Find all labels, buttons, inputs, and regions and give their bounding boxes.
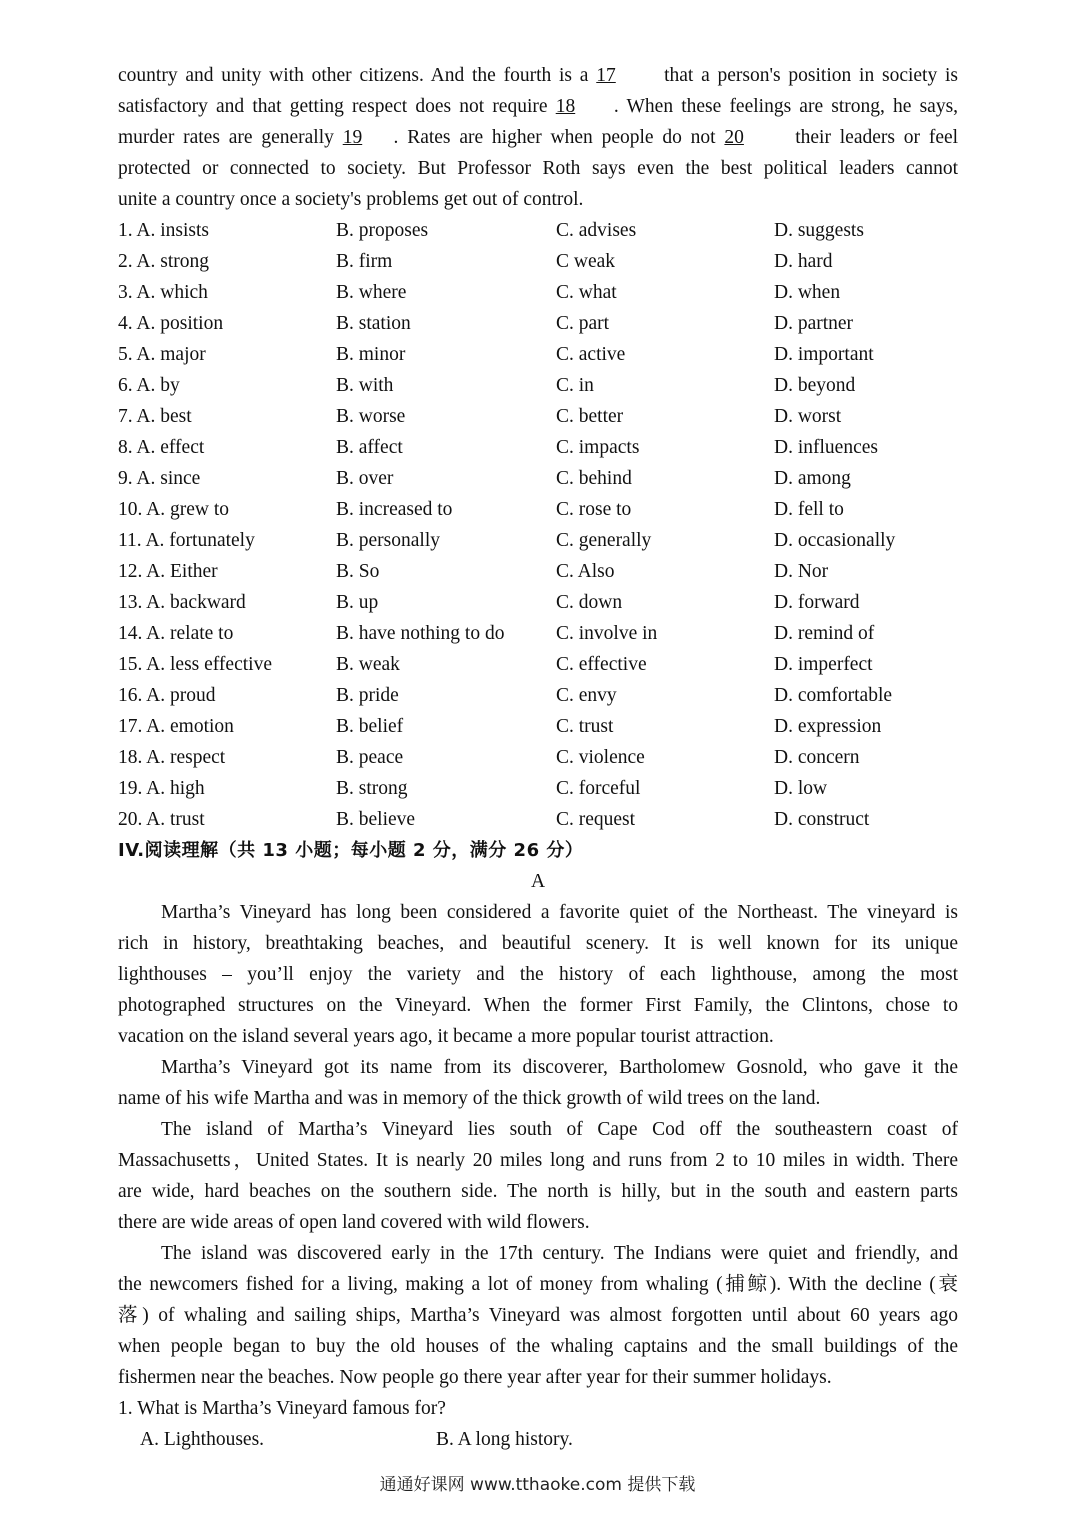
cloze-option-row [118, 742, 958, 773]
cloze-option-b: B. worse [336, 406, 406, 427]
cloze-option-d: D. hard [774, 251, 833, 272]
cloze-option-d: D. imperfect [774, 654, 873, 675]
cloze-option-c: C. advises [556, 220, 637, 241]
cloze-option-d: D. influences [774, 437, 878, 458]
cloze-option-a: 17. A. emotion [118, 716, 234, 737]
cloze-option-b: B. station [336, 313, 411, 334]
reading-passage [118, 897, 958, 1393]
cloze-option-c: C. violence [556, 747, 645, 768]
cloze-option-b: B. where [336, 282, 407, 303]
reading-line: Martha’s Vineyard got its name from its discoverer, Bartholomew Gosnold, who gave it the [161, 1057, 958, 1078]
cloze-option-row [118, 587, 958, 618]
cloze-option-d: D. forward [774, 592, 860, 613]
cloze-option-row [118, 711, 958, 742]
cloze-option-row [118, 246, 958, 277]
cloze-option-row [118, 401, 958, 432]
reading-line: The island of Martha’s Vineyard lies south of Cape Cod off the southeastern coast of [161, 1119, 958, 1140]
cloze-option-a: 7. A. best [118, 406, 192, 427]
cloze-option-b: B. So [336, 561, 380, 582]
cloze-option-d: D. expression [774, 716, 882, 737]
cloze-option-row [118, 804, 958, 835]
passage-line-4: protected or connected to society. But Professor Roth says even the best political leaders cannot [118, 158, 958, 179]
cloze-option-c: C. impacts [556, 437, 640, 458]
passage-line-5: unite a country once a society's problems get out of control. [118, 189, 584, 210]
cloze-option-row [118, 773, 958, 804]
cloze-option-a: 18. A. respect [118, 747, 226, 768]
cloze-option-b: B. peace [336, 747, 404, 768]
reading-line: Martha’s Vineyard has long been considered a favorite quiet of the Northeast. The vineyard is [161, 902, 958, 923]
cloze-option-c: C. what [556, 282, 617, 303]
cloze-option-a: 8. A. effect [118, 437, 205, 458]
cloze-option-b: B. firm [336, 251, 393, 272]
passage-label: A [530, 871, 546, 892]
reading-line: there are wide areas of open land covered with wild flowers. [118, 1212, 590, 1233]
cloze-option-a: 9. A. since [118, 468, 201, 489]
cloze-option-c: C. request [556, 809, 636, 830]
passage-text: murder rates are generally [118, 127, 334, 148]
passage-text: their leaders or feel [795, 127, 959, 148]
cloze-option-d: D. important [774, 344, 874, 365]
cloze-option-row [118, 432, 958, 463]
cloze-option-d: D. partner [774, 313, 854, 334]
cloze-option-row [118, 463, 958, 494]
cloze-option-d: D. remind of [774, 623, 875, 644]
cloze-option-c: C. down [556, 592, 623, 613]
reading-line: Massachusetts，United States. It is nearly 20 miles long and runs from 2 to 10 miles in width. There [118, 1150, 958, 1171]
cloze-option-d: D. worst [774, 406, 842, 427]
reading-line: rich in history, breathtaking beaches, and beautiful scenery. It is well known for its unique [118, 933, 958, 954]
cloze-option-row [118, 556, 958, 587]
passage-line-3 [118, 122, 958, 153]
cloze-option-b: B. with [336, 375, 394, 396]
reading-line: the newcomers fished for a living, making a lot of money from whaling (捕鲸). With the decline (衰 [118, 1274, 958, 1295]
cloze-option-c: C. in [556, 375, 594, 396]
cloze-option-a: 3. A. which [118, 282, 208, 303]
section-heading: IV.阅读理解（共 13 小题；每小题 2 分，满分 26 分） [118, 840, 584, 861]
cloze-option-d: D. when [774, 282, 841, 303]
cloze-option-b: B. weak [336, 654, 400, 675]
cloze-option-c: C. forceful [556, 778, 641, 799]
cloze-option-b: B. up [336, 592, 379, 613]
cloze-option-c: C. Also [556, 561, 615, 582]
cloze-option-row [118, 680, 958, 711]
cloze-option-a: 16. A. proud [118, 685, 216, 706]
cloze-option-b: B. believe [336, 809, 416, 830]
cloze-option-d: D. among [774, 468, 851, 489]
passage-text: country and unity with other citizens. And the fourth is a [118, 65, 589, 86]
cloze-option-b: B. minor [336, 344, 406, 365]
cloze-option-a: 6. A. by [118, 375, 180, 396]
reading-line: when people began to buy the old houses of the whaling captains and the small buildings of the [118, 1336, 958, 1357]
cloze-option-c: C weak [556, 251, 616, 272]
cloze-option-row [118, 525, 958, 556]
cloze-option-a: 13. A. backward [118, 592, 246, 613]
cloze-options-list [118, 215, 958, 835]
cloze-option-b: B. proposes [336, 220, 429, 241]
cloze-option-row [118, 339, 958, 370]
cloze-option-b: B. over [336, 468, 394, 489]
passage-text: satisfactory and that getting respect does not require [118, 96, 548, 117]
cloze-option-a: 4. A. position [118, 313, 224, 334]
question-option-a: A. Lighthouses. [140, 1429, 265, 1450]
question-option-b: B. A long history. [436, 1429, 573, 1450]
cloze-option-b: B. have nothing to do [336, 623, 505, 644]
cloze-option-b: B. pride [336, 685, 399, 706]
cloze-option-a: 10. A. grew to [118, 499, 230, 520]
reading-line: lighthouses – you’ll enjoy the variety and the history of each lighthouse, among the most [118, 964, 958, 985]
reading-line: fishermen near the beaches. Now people go there year after year for their summer holidays. [118, 1367, 832, 1388]
reading-line: photographed structures on the Vineyard. When the former First Family, the Clintons, chose to [118, 995, 958, 1016]
cloze-option-b: B. personally [336, 530, 440, 551]
cloze-option-a: 11. A. fortunately [118, 530, 255, 551]
cloze-option-c: C. trust [556, 716, 614, 737]
cloze-option-d: D. beyond [774, 375, 856, 396]
cloze-option-b: B. increased to [336, 499, 453, 520]
cloze-option-d: D. concern [774, 747, 860, 768]
cloze-option-b: B. strong [336, 778, 408, 799]
cloze-option-c: C. behind [556, 468, 632, 489]
cloze-option-d: D. comfortable [774, 685, 893, 706]
cloze-option-c: C. better [556, 406, 624, 427]
cloze-option-d: D. suggests [774, 220, 864, 241]
passage-text: . Rates are higher when people do not [393, 127, 716, 148]
passage-line-2 [118, 91, 958, 122]
question-stem: 1. What is Martha’s Vineyard famous for? [118, 1398, 446, 1419]
passage-text: . When these feelings are strong, he says, [613, 96, 959, 117]
cloze-option-b: B. belief [336, 716, 404, 737]
cloze-option-a: 20. A. trust [118, 809, 205, 830]
cloze-blank-18: 18 [555, 96, 576, 117]
question-options [118, 1424, 958, 1455]
reading-line: The island was discovered early in the 17th century. The Indians were quiet and friendly, and [161, 1243, 958, 1264]
cloze-option-a: 14. A. relate to [118, 623, 234, 644]
cloze-option-row [118, 370, 958, 401]
cloze-option-d: D. fell to [774, 499, 844, 520]
reading-line: vacation on the island several years ago, it became a more popular tourist attraction. [118, 1026, 774, 1047]
cloze-blank-20: 20 [724, 127, 744, 148]
cloze-option-c: C. involve in [556, 623, 658, 644]
page-content [118, 60, 958, 1455]
cloze-option-a: 2. A. strong [118, 251, 210, 272]
cloze-option-d: D. occasionally [774, 530, 896, 551]
cloze-option-c: C. effective [556, 654, 647, 675]
cloze-option-c: C. active [556, 344, 626, 365]
reading-line: are wide, hard beaches on the southern side. The north is hilly, but in the south and eastern parts [118, 1181, 958, 1202]
cloze-option-row [118, 215, 958, 246]
cloze-option-c: C. part [556, 313, 610, 334]
reading-line: name of his wife Martha and was in memory of the thick growth of wild trees on the land. [118, 1088, 821, 1109]
cloze-option-a: 1. A. insists [118, 220, 210, 241]
cloze-option-c: C. envy [556, 685, 617, 706]
cloze-blank-19: 19 [342, 127, 363, 148]
cloze-option-d: D. construct [774, 809, 870, 830]
reading-line: 落) of whaling and sailing ships, Martha’s Vineyard was almost forgotten until about 60 years ago [118, 1305, 958, 1326]
cloze-option-row [118, 277, 958, 308]
cloze-option-row [118, 308, 958, 339]
cloze-option-b: B. affect [336, 437, 403, 458]
passage-line-1 [118, 60, 958, 91]
cloze-option-d: D. low [774, 778, 828, 799]
cloze-option-row [118, 618, 958, 649]
passage-text: that a person's position in society is [664, 65, 959, 86]
cloze-option-c: C. generally [556, 530, 652, 551]
cloze-option-row [118, 649, 958, 680]
cloze-option-c: C. rose to [556, 499, 632, 520]
cloze-option-row [118, 494, 958, 525]
page-footer: 通通好课网 www.tthaoke.com 提供下载 [379, 1475, 696, 1495]
cloze-blank-17: 17 [596, 65, 616, 86]
cloze-option-a: 19. A. high [118, 778, 205, 799]
cloze-option-a: 12. A. Either [118, 561, 218, 582]
cloze-option-a: 15. A. less effective [118, 654, 272, 675]
cloze-option-a: 5. A. major [118, 344, 206, 365]
cloze-option-d: D. Nor [774, 561, 829, 582]
